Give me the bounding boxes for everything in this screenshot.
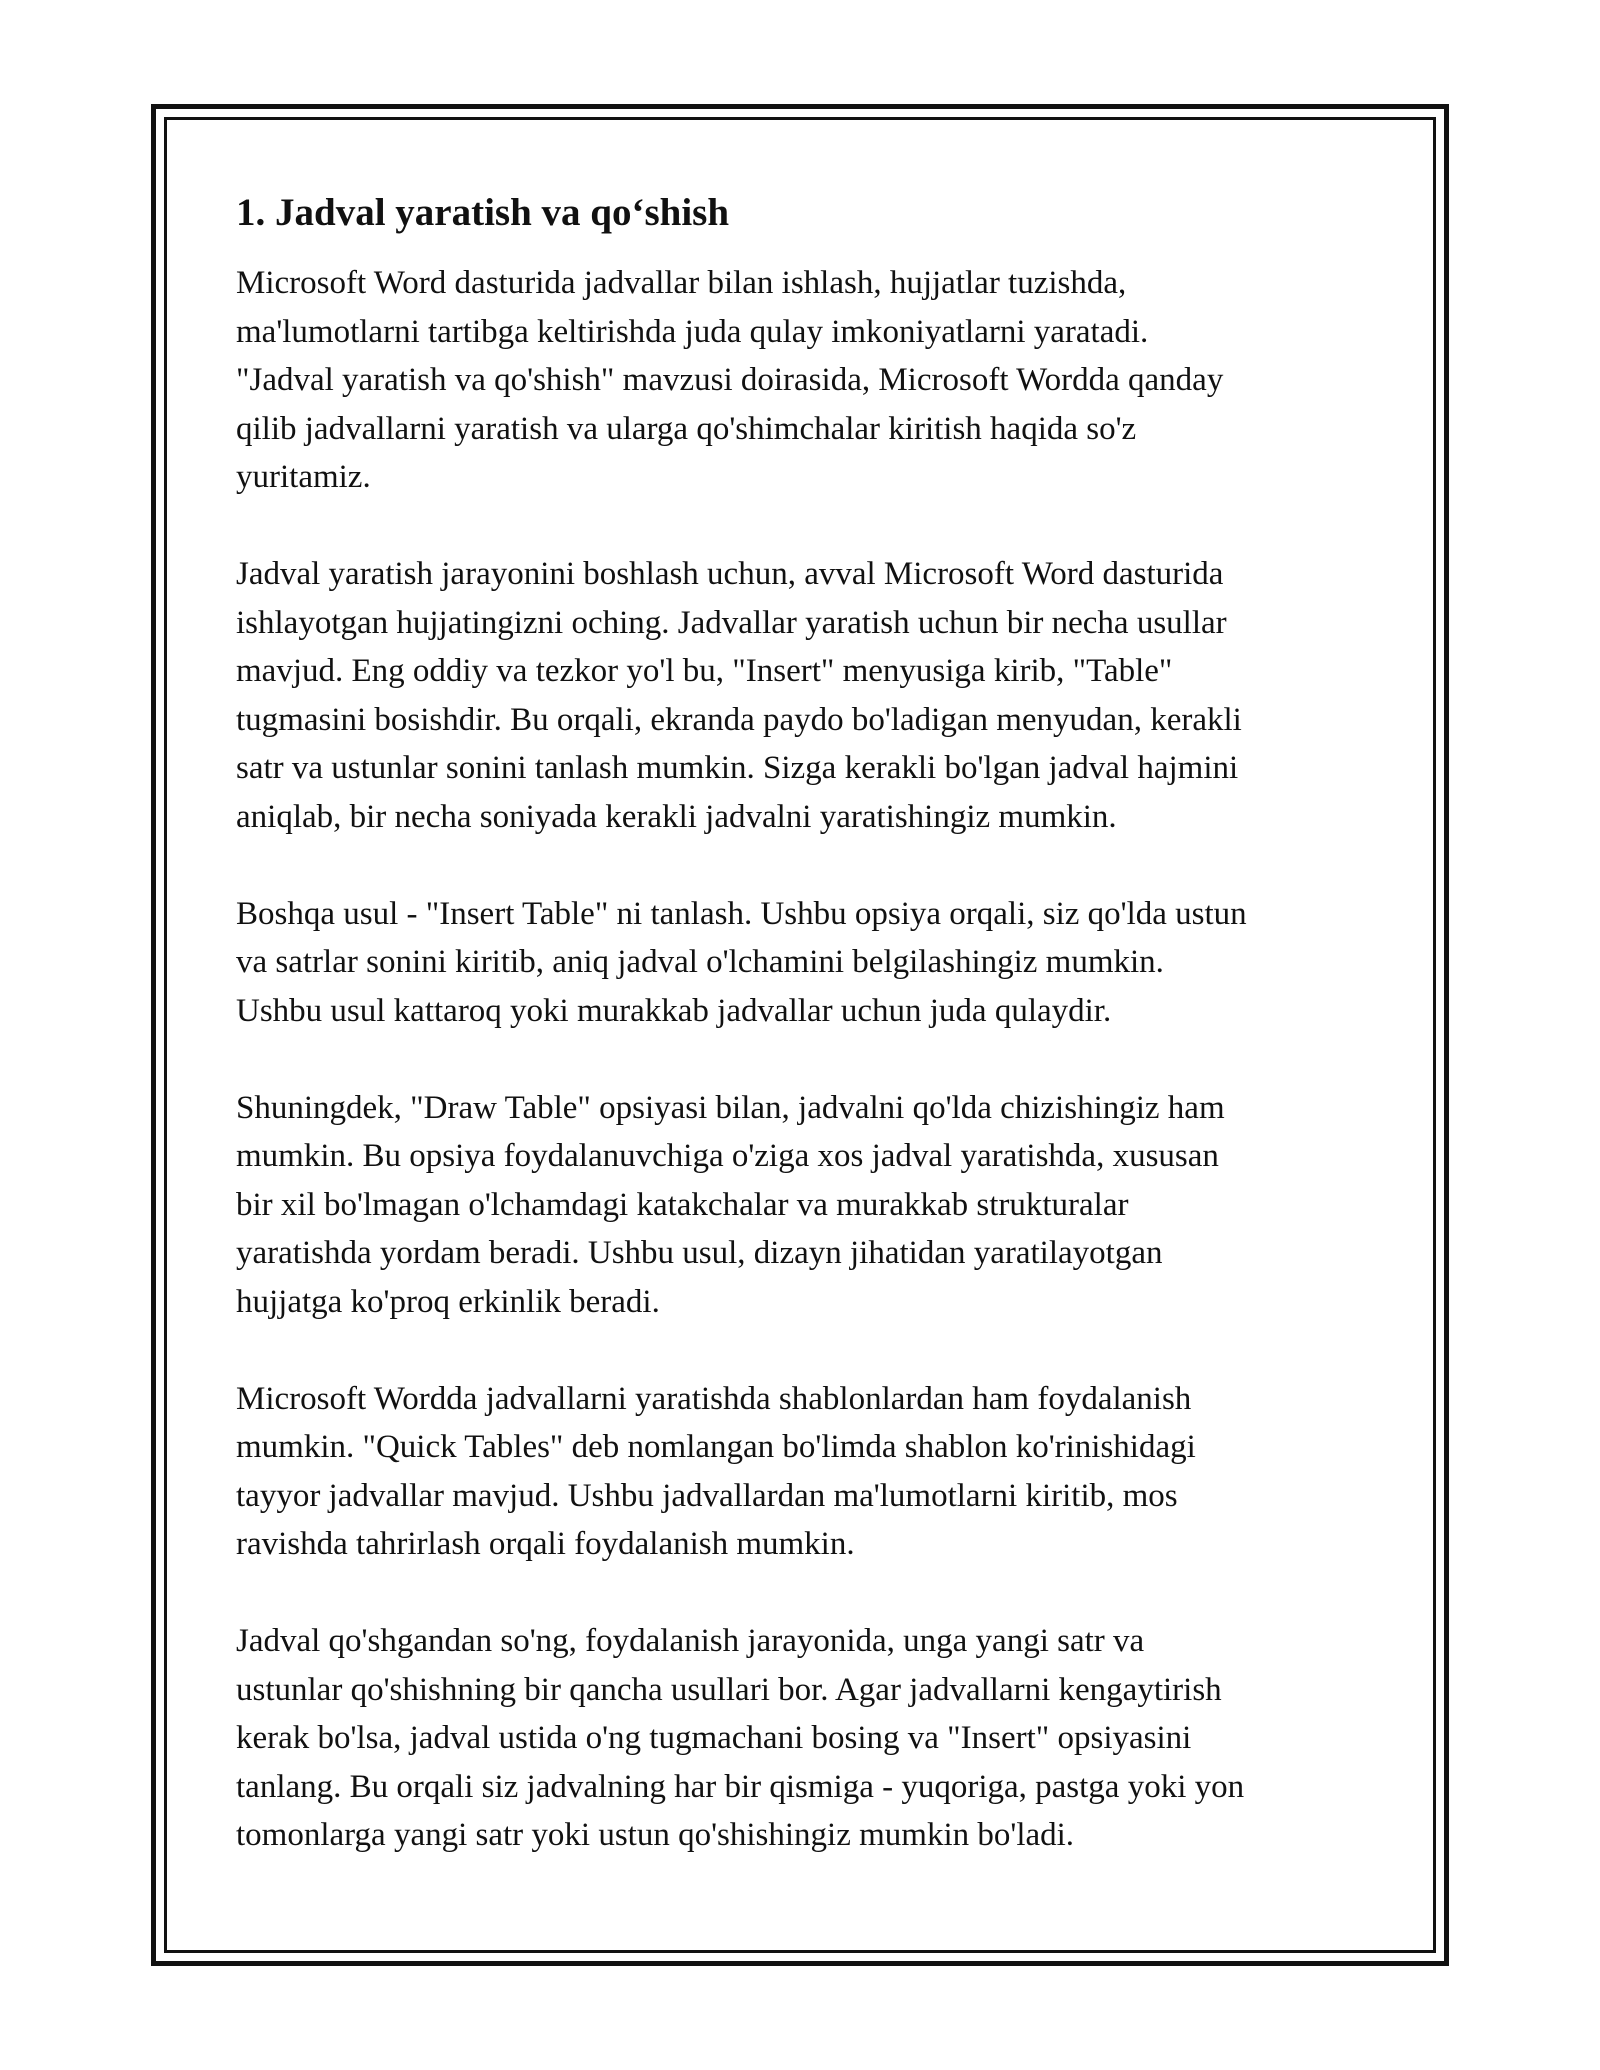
paragraph-draw-table: Shuningdek, "Draw Table" opsiyasi bilan, jadvalni qo'lda chizishingiz ham mumkin. Bu opsiya foydalanuvchiga o'ziga xos jadval yaratishda, xususan bir xil bo'lmagan o'lchamdagi katakchalar va murakkab strukturalar yaratishda yordam beradi. Ushbu usul, dizayn jihatidan yaratilayotgan hujjatga ko'proq erkinlik beradi. — [236, 1089, 1225, 1320]
paragraph-quick-tables: Microsoft Wordda jadvallarni yaratishda shablonlardan ham foydalanish mumkin. "Quick Tables" deb nomlangan bo'limda shablon ko'rinishidagi tayyor jadvallar mavjud. Ushbu jadvallardan ma'lumotlarni kiritib, mos ravishda tahrirlash orqali foydalanish mumkin. — [236, 1380, 1196, 1562]
paragraph-insert-table-menu: Jadval yaratish jarayonini boshlash uchun, avval Microsoft Word dasturida ishlayotgan hujjatingizni oching. Jadvallar yaratish uchun bir necha usullar mavjud. Eng oddiy va tezkor yo'l bu, "Insert" menyusiga kirib, "Table" tugmasini bosishdir. Bu orqali, ekranda paydo bo'ladigan menyudan, kerakli satr va ustunlar sonini tanlash mumkin. Sizga kerakli bo'lgan jadval hajmini aniqlab, bir necha soniyada kerakli jadvalni yaratishingiz mumkin. — [236, 556, 1242, 835]
document-body — [236, 188, 1376, 1908]
paragraph-add-rows-columns: Jadval qo'shgandan so'ng, foydalanish jarayonida, unga yangi satr va ustunlar qo'shishning bir qancha usullari bor. Agar jadvallarni kengaytirish kerak bo'lsa, jadval ustida o'ng tugmachani bosing va "Insert" opsiyasini tanlang. Bu orqali siz jadvalning har bir qismiga - yuqoriga, pastga yoki yon tomonlarga yangi satr yoki ustun qo'shishingiz mumkin bo'ladi. — [236, 1623, 1245, 1853]
paragraph-insert-table-dialog: Boshqa usul - "Insert Table" ni tanlash. Ushbu opsiya orqali, siz qo'lda ustun va satrlar sonini kiritib, aniq jadval o'lchamini belgilashingiz mumkin. Ushbu usul kattaroq yoki murakkab jadvallar uchun juda qulaydir. — [236, 895, 1247, 1029]
paragraph-intro: Microsoft Word dasturida jadvallar bilan ishlash, hujjatlar tuzishda, ma'lumotlarni tartibga keltirishda juda qulay imkoniyatlarni yaratadi. "Jadval yaratish va qo'shish" mavzusi doirasida, Microsoft Wordda qanday qilib jadvallarni yaratish va ularga qo'shimchalar kiritish haqida so'z yuritamiz. — [236, 265, 1224, 495]
section-heading: 1. Jadval yaratish va qo‘shish — [236, 191, 730, 234]
